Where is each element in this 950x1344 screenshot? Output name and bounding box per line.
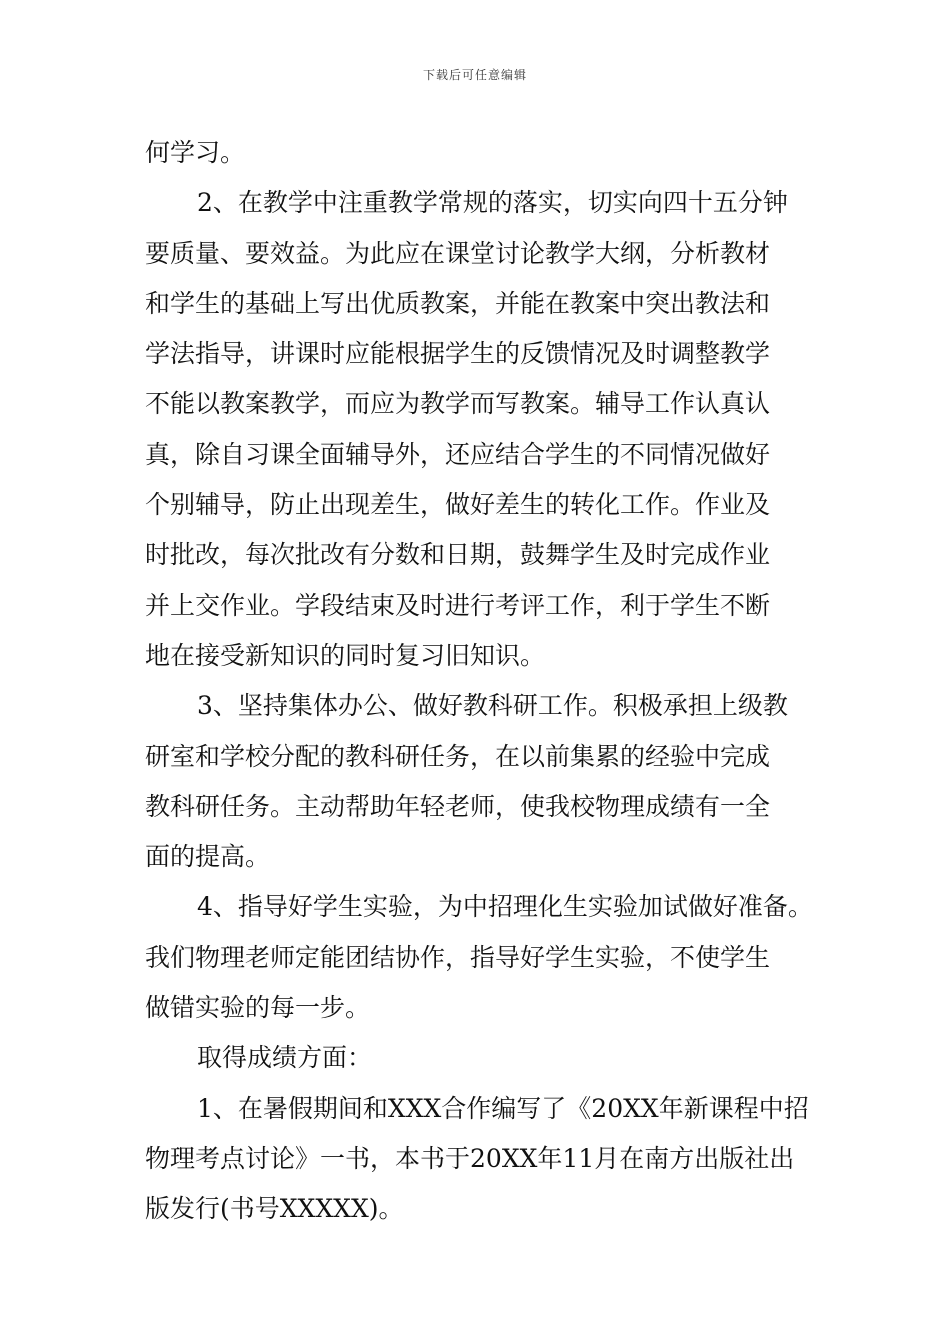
text-line: 时批改，每次批改有分数和日期，鼓舞学生及时完成作业 (145, 540, 771, 570)
body-text (145, 128, 813, 1235)
page-header: 下载后可任意编辑 (422, 68, 527, 82)
text-line: 我们物理老师定能团结协作，指导好学生实验，不使学生 (145, 942, 771, 972)
text-line: 版发行(书号XXXXX)。 (145, 1194, 404, 1224)
text-line: 教科研任务。主动帮助年轻老师，使我校物理成绩有一全 (145, 791, 771, 821)
text-line: 个别辅导，防止出现差生，做好差生的转化工作。作业及 (145, 490, 771, 520)
text-line: 面的提高。 (145, 842, 271, 872)
text-line: 研室和学校分配的教科研任务，在以前集累的经验中完成 (145, 741, 771, 771)
text-line: 和学生的基础上写出优质教案，并能在教案中突出教法和 (145, 288, 771, 318)
text-line: 不能以教案教学，而应为教学而写教案。辅导工作认真认 (145, 389, 771, 419)
text-line: 并上交作业。学段结束及时进行考评工作，利于学生不断 (145, 590, 771, 620)
text-line: 要质量、要效益。为此应在课堂讨论教学大纲，分析教材 (145, 238, 771, 268)
text-line: 2、在教学中注重教学常规的落实，切实向四十五分钟 (197, 188, 788, 218)
text-line: 做错实验的每一步。 (145, 993, 371, 1023)
text-line: 真，除自习课全面辅导外，还应结合学生的不同情况做好 (145, 439, 771, 469)
text-line: 学法指导，讲课时应能根据学生的反馈情况及时调整教学 (145, 339, 771, 369)
text-line: 4、指导好学生实验，为中招理化生实验加试做好准备。 (197, 892, 813, 922)
text-line: 取得成绩方面： (197, 1043, 373, 1073)
text-line: 1、在暑假期间和XXX合作编写了《20XX年新课程中招 (197, 1093, 809, 1123)
text-line: 地在接受新知识的同时复习旧知识。 (145, 640, 546, 670)
text-line: 物理考点讨论》一书，本书于20XX年11月在南方出版社出 (145, 1143, 795, 1173)
text-line: 何学习。 (145, 138, 246, 167)
text-line: 3、坚持集体办公、做好教科研工作。积极承担上级教 (197, 691, 788, 721)
